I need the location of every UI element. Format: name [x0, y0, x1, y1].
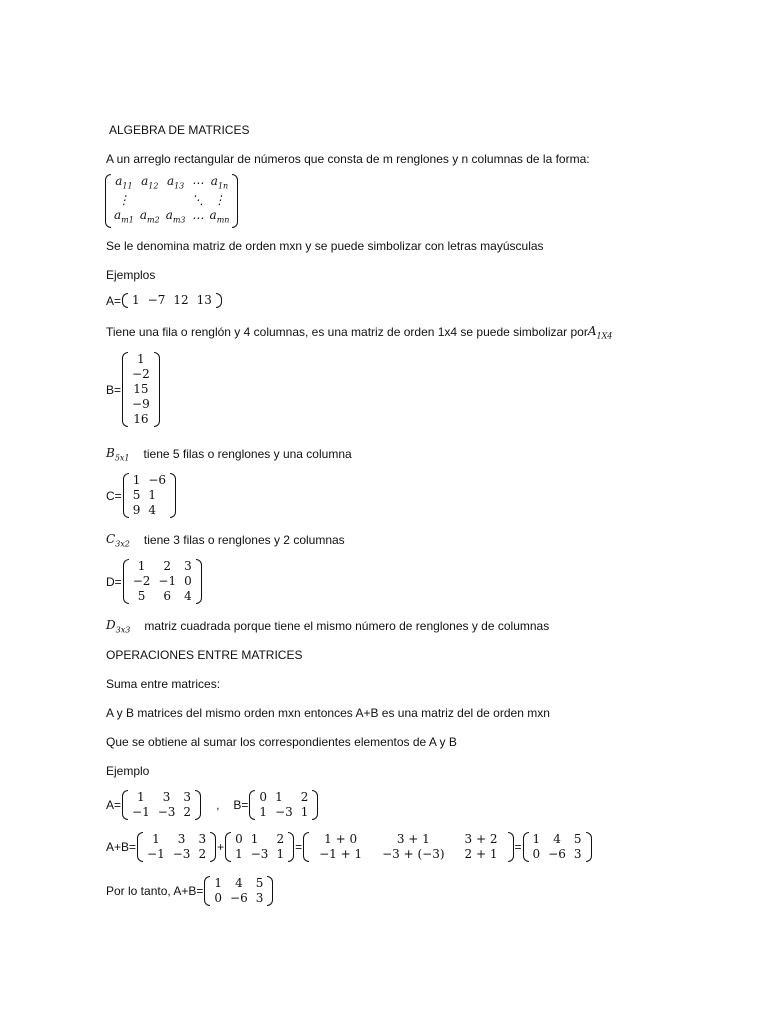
matrix-cell: 1 [214, 876, 223, 890]
right-paren [196, 559, 202, 604]
matrix-cell: 1 [137, 790, 145, 804]
matrix-cell: $a_{11}$ [115, 174, 133, 191]
matrix-cell: 1 + 0 [324, 832, 358, 846]
matrix-cell: 5 [132, 488, 141, 502]
matrix-cell: 6 [163, 589, 172, 603]
ejemplos-label: Ejemplos [106, 268, 156, 282]
matrix-a [122, 293, 222, 308]
matrix-cell: 0 [235, 832, 243, 846]
matrix-cell: −1 + 1 [319, 847, 363, 861]
conclusion-row [106, 876, 274, 906]
matrix-cell: 3 [198, 832, 207, 846]
matrix-cell: 16 [133, 412, 149, 426]
matrix-a-label: A= [106, 293, 122, 308]
matrix-cell: 1 [259, 805, 268, 819]
matrix-c-row [106, 473, 177, 518]
matrix-cell: −3 [172, 847, 191, 861]
sum-terms-matrix [303, 832, 513, 862]
matrix-cell: ⋯ [191, 176, 204, 191]
matrix-cell: $a_{m1}$ [114, 208, 134, 225]
sum-operand-b [225, 832, 294, 862]
matrix-cell: 2 [198, 847, 207, 861]
example-ab-row [106, 790, 319, 820]
matrix-cell: 1 [152, 832, 160, 846]
matrix-d-symbol: $D_{3x3}$ [106, 618, 131, 635]
matrix-cell: 2 + 1 [464, 847, 498, 861]
matrix-cell: ⋮ [117, 193, 130, 208]
matrix-a-row [106, 293, 223, 308]
matrix-cell: ⋯ [191, 210, 204, 225]
matrix-cell: 5 [137, 589, 146, 603]
matrix-d-desc: matriz cuadrada porque tiene el mismo número de renglones y de columnas [144, 619, 550, 634]
right-paren [312, 790, 318, 820]
matrix-cell: 1 [132, 473, 141, 487]
matrix-cell: 2 [163, 559, 172, 573]
equals-sign-1: = [295, 840, 303, 854]
right-paren [232, 174, 238, 228]
matrix-cell: 3 [184, 559, 192, 573]
matrix-b [122, 352, 160, 427]
matrix-a-desc: Tiene una fila o renglón y 4 columnas, es una matriz de orden 1x4 se puede simbolizar por [106, 325, 588, 340]
matrix-cell: 1 [137, 559, 146, 573]
matrix-cell: 1 [300, 805, 309, 819]
matrix-cell: −7 [147, 293, 166, 307]
matrix-cell: 3 [573, 847, 582, 861]
matrix-cell: −2 [132, 574, 151, 588]
matrix-c-label: C= [106, 488, 122, 503]
matrix-cell: 2 [276, 832, 285, 846]
conclusion-label: Por lo tanto, A+B= [106, 884, 204, 898]
matrix-cell: 3 + 2 [464, 832, 498, 846]
matrix-c-symbol: $C_{3x2}$ [106, 532, 130, 549]
matrix-b-symbol: $B_{5x1}$ [106, 446, 130, 463]
right-paren [288, 832, 294, 862]
matrix-cell: $a_{m2}$ [139, 208, 160, 225]
conclusion-matrix [204, 876, 273, 906]
matrix-cell: 0 [184, 574, 192, 588]
matrix-cell: ⋱ [191, 193, 204, 208]
matrix-cell: 13 [196, 293, 212, 307]
example-a-label: A= [106, 798, 122, 812]
sum-operand-a [137, 832, 216, 862]
right-paren [210, 832, 216, 862]
matrix-b-desc-row [106, 446, 352, 462]
matrix-d-row [106, 559, 203, 604]
matrix-cell: $a_{13}$ [166, 174, 185, 191]
matrix-cell: 3 [162, 790, 171, 804]
matrix-cell: 1 [137, 352, 145, 366]
matrix-cell: 3 [255, 891, 264, 905]
matrix-cell: −3 [157, 805, 176, 819]
matrix-cell: −9 [132, 397, 150, 411]
matrix-cell: $a_{mn}$ [209, 208, 230, 225]
matrix-b-desc: tiene 5 filas o renglones y una columna [143, 447, 352, 462]
matrix-cell: 3 [183, 790, 192, 804]
matrix-cell [163, 193, 189, 208]
plus-sign: + [217, 840, 225, 854]
matrix-cell: 2 [183, 805, 192, 819]
matrix-cell: 5 [573, 832, 582, 846]
matrix-cell: 1 [532, 832, 541, 846]
example-comma: , [216, 798, 220, 812]
matrix-cell: −3 [250, 847, 269, 861]
matrix-cell: −6 [148, 473, 167, 487]
operations-title: OPERACIONES ENTRE MATRICES [106, 648, 303, 662]
matrix-cell: 9 [132, 503, 141, 517]
matrix-c-desc: tiene 3 filas o renglones y 2 columnas [143, 533, 345, 548]
matrix-d-label: D= [106, 574, 122, 589]
right-paren [216, 293, 222, 308]
matrix-d-desc-row [106, 618, 549, 634]
matrix-cell: 4 [235, 876, 243, 890]
matrix-cell: $a_{1n}$ [210, 174, 229, 191]
matrix-cell: 0 [214, 891, 223, 905]
matrix-cell: 12 [173, 293, 189, 307]
right-paren [170, 473, 176, 518]
matrix-cell: 4 [553, 832, 561, 846]
matrix-cell: −6 [230, 891, 248, 905]
right-paren [154, 352, 160, 427]
matrix-cell: 4 [148, 503, 156, 517]
matrix-b-row [106, 352, 161, 427]
right-paren [586, 832, 592, 862]
example-matrix-b [249, 790, 318, 820]
matrix-cell: 5 [255, 876, 264, 890]
ejemplo-label: Ejemplo [106, 764, 150, 778]
matrix-cell: 1 [276, 847, 285, 861]
matrix-cell: −1 [158, 574, 177, 588]
matrix-cell [137, 193, 163, 208]
right-paren [508, 832, 514, 862]
matrix-cell: −1 [132, 805, 150, 819]
matrix-cell: 1 [132, 293, 140, 307]
matrix-cell: −2 [132, 367, 150, 381]
example-sum-label: A+B= [106, 840, 137, 854]
matrix-cell: −6 [548, 847, 566, 861]
sum-title: Suma entre matrices: [106, 677, 221, 691]
matrix-b-label: B= [106, 382, 122, 397]
sum-result-matrix [523, 832, 592, 862]
general-matrix [105, 174, 238, 228]
matrix-cell: 4 [184, 589, 192, 603]
page-title: ALGEBRA DE MATRICES [109, 123, 250, 137]
example-b-label: B= [233, 798, 249, 812]
matrix-cell: 1 [275, 790, 283, 804]
matrix-cell: −3 + (−3) [382, 847, 445, 861]
intro-text: A un arreglo rectangular de números que consta de m renglones y n columnas de la forma: [106, 152, 590, 166]
matrix-cell: 2 [300, 790, 309, 804]
sum-definition: A y B matrices del mismo orden mxn entonces A+B es una matriz del de orden mxn [106, 706, 550, 720]
right-paren [195, 790, 201, 820]
matrix-cell: 0 [259, 790, 268, 804]
matrix-d [123, 559, 202, 604]
matrix-cell: 1 [235, 847, 243, 861]
matrix-cell: −1 [147, 847, 165, 861]
matrix-cell: $a_{12}$ [141, 174, 159, 191]
example-sum-row [106, 832, 593, 862]
matrix-c [123, 473, 176, 518]
matrix-cell: 1 [250, 832, 259, 846]
matrix-cell: 0 [532, 847, 541, 861]
matrix-cell: ⋮ [213, 193, 226, 208]
matrix-c-desc-row [106, 532, 345, 548]
right-paren [267, 876, 273, 906]
example-matrix-a [122, 790, 201, 820]
matrix-cell: 1 [148, 488, 156, 502]
matrix-cell: $a_{m3}$ [165, 208, 186, 225]
equals-sign-2: = [514, 840, 522, 854]
sum-obtained: Que se obtiene al sumar los correspondientes elementos de A y B [106, 735, 457, 749]
denomination-text: Se le denomina matriz de orden mxn y se puede simbolizar con letras mayúsculas [106, 239, 544, 253]
general-matrix-row [104, 174, 239, 228]
matrix-cell: 3 [177, 832, 186, 846]
matrix-a-symbol: $A_{1X4}$ [587, 324, 613, 341]
matrix-cell: −3 [275, 805, 293, 819]
matrix-cell: 15 [133, 382, 149, 396]
matrix-cell: 3 + 1 [396, 832, 430, 846]
matrix-a-desc-row [106, 324, 612, 340]
